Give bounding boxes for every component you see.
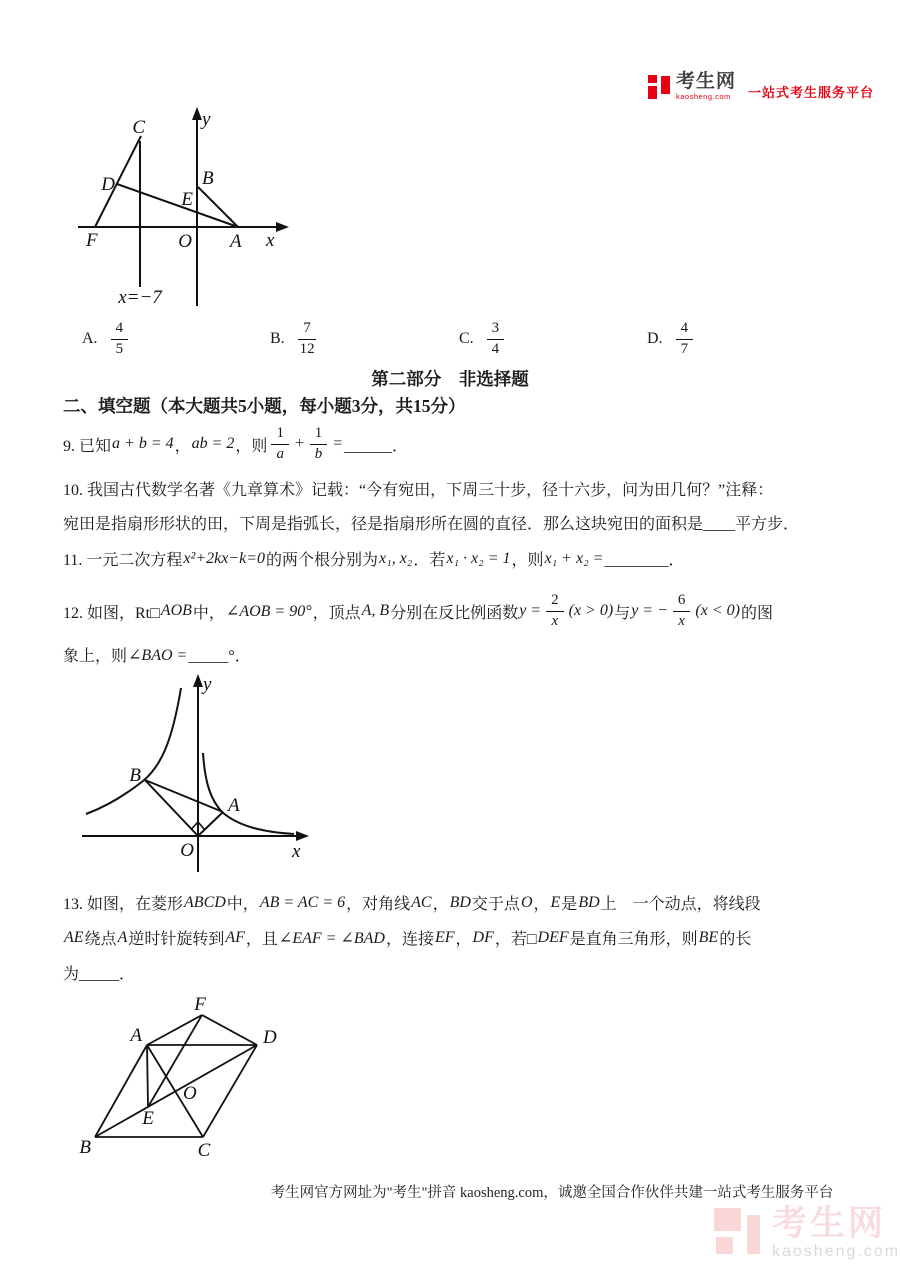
- text-segment: 逆时针旋转到: [128, 931, 225, 948]
- figure1-x-axis-label: x: [266, 230, 275, 251]
- text-segment: 是: [561, 896, 578, 913]
- math-segment: ∠BAO =: [128, 646, 188, 664]
- text-segment: ，顶点: [312, 604, 361, 622]
- math-segment: y = −: [631, 602, 668, 619]
- math-segment: (x < 0): [695, 602, 740, 619]
- question-12-line1: [63, 586, 773, 636]
- fraction-numerator: 3: [487, 320, 505, 339]
- math-segment: DF: [472, 928, 494, 946]
- text-segment: ，若□: [494, 931, 537, 948]
- fraction-denominator: 7: [680, 340, 689, 357]
- text-segment: 13. 如图，在菱形: [63, 896, 184, 913]
- question-13-line1: [63, 891, 761, 914]
- figure3-label-O: O: [183, 1083, 197, 1104]
- text-segment: ______．: [344, 437, 409, 455]
- text-segment: 12. 如图，Rt□: [63, 604, 160, 622]
- logo-block: [648, 75, 657, 83]
- figure1-label-C: C: [132, 117, 145, 138]
- figure3-label-D: D: [263, 1027, 277, 1048]
- text-segment: 是直角三角形，则: [569, 931, 698, 948]
- text-segment: 绕点: [84, 931, 117, 948]
- figure2-y-axis-label: y: [203, 674, 212, 695]
- text-segment: 9. 已知: [63, 437, 112, 455]
- math-segment: BE: [698, 928, 719, 946]
- part2-heading: 第二部分 非选择题: [371, 369, 529, 389]
- figure-q12-hyperbolas: [75, 670, 315, 875]
- fraction-denominator: a: [276, 445, 284, 462]
- figure3-label-E: E: [142, 1108, 154, 1129]
- math-segment: y =: [519, 602, 542, 619]
- option-c-fraction: [487, 320, 505, 358]
- option-b-fraction: [298, 320, 317, 358]
- watermark-domain: kaosheng.com: [772, 1243, 900, 1260]
- math-segment: AB = AC = 6: [259, 893, 346, 911]
- question-13-line3: [63, 961, 135, 984]
- text-segment: 中，: [226, 896, 259, 913]
- option-a-label: A.: [82, 330, 98, 347]
- logo-brand-name: 考生网: [676, 71, 737, 93]
- math-segment: EF: [434, 928, 455, 946]
- watermark-logo-icon: [714, 1206, 762, 1256]
- fraction-denominator: 5: [115, 340, 124, 357]
- question-9: [63, 421, 408, 467]
- figure1-label-E: E: [181, 189, 193, 210]
- question-13-line2: [63, 926, 751, 949]
- fraction: [271, 425, 289, 463]
- text-segment: 的两个根分别为: [266, 552, 379, 569]
- footer-note: 考生网官方网址为"考生"拼音 kaosheng.com，诚邀全国合作伙伴共建一站式考生服务平台: [270, 1185, 834, 1201]
- math-segment: ∠AOB = 90°: [225, 603, 312, 620]
- text-segment: ，: [174, 437, 191, 455]
- text-segment: 10. 我国古代数学名著《九章算术》记载：“今有宛田，下周三十步，径十六步，问为田几何？”注释：: [63, 482, 774, 499]
- text-segment: _____°．: [188, 648, 251, 665]
- fraction-numerator: 1: [271, 425, 289, 444]
- question-11: [63, 547, 684, 570]
- watermark-block: [747, 1215, 760, 1254]
- text-segment: ，连接: [385, 931, 434, 948]
- text-segment: 为_____．: [63, 966, 136, 983]
- question-10-line2: [63, 511, 799, 534]
- text-segment: ，: [432, 896, 449, 913]
- figure1-y-axis-label: y: [202, 109, 211, 130]
- kaosheng-logo-icon: [648, 75, 671, 99]
- math-segment: x₁ · x₂ = 1: [446, 549, 511, 567]
- fraction-numerator: 7: [298, 320, 316, 339]
- math-segment: AOB: [160, 602, 192, 619]
- text-segment: ，则: [511, 552, 544, 569]
- figure-choice-question-coordinate: [70, 100, 295, 307]
- math-segment: x₁, x₂: [379, 549, 413, 567]
- option-a-fraction: [111, 320, 129, 358]
- option-c-label: C.: [459, 330, 474, 347]
- fill-in-blanks-section-heading: 二、填空题（本大题共5小题，每小题3分，共15分）: [63, 396, 466, 416]
- fraction-numerator: 2: [546, 592, 564, 611]
- figure1-label-O: O: [178, 231, 192, 252]
- logo-block: [661, 76, 670, 94]
- text-segment: ，: [455, 931, 472, 948]
- text-segment: 的图: [740, 604, 773, 622]
- fraction-denominator: b: [314, 445, 323, 462]
- math-segment: ab = 2: [191, 435, 235, 452]
- logo-block: [648, 86, 657, 99]
- fraction-numerator: 4: [676, 320, 694, 339]
- option-a: [82, 316, 132, 362]
- figure-q13-rhombus: [75, 990, 290, 1170]
- math-segment: x₁ + x₂ =: [544, 549, 604, 567]
- logo-tagline: 一站式考生服务平台: [748, 85, 875, 100]
- figure2-label-B: B: [129, 765, 141, 786]
- figure3-label-F: F: [194, 994, 206, 1015]
- math-segment: BD: [449, 893, 471, 911]
- text-segment: 宛田是指扇形形状的田，下周是指弧长，径是指扇形所在圆的直径．那么这块宛田的面积是____平方步．: [63, 516, 800, 533]
- math-segment: ABCD: [184, 893, 226, 911]
- watermark-text: [772, 1206, 900, 1260]
- fraction-denominator: 12: [299, 340, 315, 357]
- figure1-label-F: F: [86, 230, 98, 251]
- text-segment: ，则: [235, 437, 268, 455]
- math-segment: a + b = 4: [112, 435, 174, 452]
- math-segment: AF: [225, 928, 245, 946]
- fraction-denominator: 4: [491, 340, 500, 357]
- fraction-denominator: x: [551, 612, 559, 629]
- figure2-label-O: O: [180, 840, 194, 861]
- option-d-fraction: [676, 320, 694, 358]
- fraction: [546, 592, 564, 630]
- figure1-vline-label: x=−7: [118, 287, 162, 307]
- figure3-label-C: C: [197, 1140, 211, 1161]
- option-b: [270, 316, 321, 362]
- option-d-label: D.: [647, 330, 663, 347]
- text-segment: 上 一个动点，将线段: [600, 896, 761, 913]
- figure1-label-B: B: [202, 168, 214, 189]
- figure3-label-B: B: [79, 1137, 91, 1158]
- math-segment: A: [117, 928, 128, 946]
- text-segment: ．若: [413, 552, 446, 569]
- option-b-label: B.: [270, 330, 285, 347]
- math-segment: =: [332, 435, 344, 452]
- figure1-label-A: A: [230, 231, 242, 252]
- kaosheng-logo: [648, 72, 874, 101]
- watermark-block: [716, 1237, 733, 1254]
- math-segment: AC: [411, 893, 432, 911]
- logo-text: [676, 72, 736, 101]
- figure3-label-A: A: [130, 1025, 142, 1046]
- math-segment: x²+2kx−k=0: [183, 549, 266, 567]
- math-segment: BD: [578, 893, 600, 911]
- question-12-line2: [63, 643, 251, 666]
- fraction: [673, 592, 691, 630]
- text-segment: 分别在反比例函数: [390, 604, 519, 622]
- figure1-label-D: D: [101, 174, 115, 195]
- text-segment: 交于点: [471, 896, 520, 913]
- math-segment: A, B: [361, 602, 390, 619]
- kaosheng-watermark: [714, 1206, 900, 1260]
- fraction-numerator: 6: [673, 592, 691, 611]
- math-segment: DEF: [537, 928, 569, 946]
- text-segment: ，且: [245, 931, 278, 948]
- question-10-line1: [63, 477, 773, 500]
- math-segment: O: [520, 893, 533, 911]
- watermark-brand-name: 考生网: [772, 1204, 887, 1243]
- text-segment: 中，: [192, 604, 225, 622]
- text-segment: 与: [614, 604, 631, 622]
- math-segment: E: [550, 893, 561, 911]
- fraction-denominator: x: [678, 612, 685, 629]
- text-segment: 象上，则: [63, 648, 128, 665]
- fraction-numerator: 1: [310, 425, 328, 444]
- watermark-block: [714, 1208, 741, 1231]
- fraction-numerator: 4: [111, 320, 129, 339]
- option-d: [647, 316, 697, 362]
- text-segment: ，对角线: [346, 896, 411, 913]
- fraction: [310, 425, 328, 463]
- option-c: [459, 316, 508, 362]
- math-segment: (x > 0): [568, 602, 614, 619]
- logo-domain: kaosheng.com: [676, 92, 731, 102]
- figure2-label-A: A: [228, 795, 240, 816]
- text-segment: 11. 一元二次方程: [63, 552, 183, 569]
- math-segment: ∠EAF = ∠BAD: [278, 929, 385, 947]
- text-segment: ，: [533, 896, 550, 913]
- math-segment: +: [293, 435, 305, 452]
- math-segment: AE: [64, 928, 84, 946]
- text-segment: ________．: [604, 552, 685, 569]
- figure2-x-axis-label: x: [292, 841, 301, 862]
- text-segment: 的长: [719, 931, 752, 948]
